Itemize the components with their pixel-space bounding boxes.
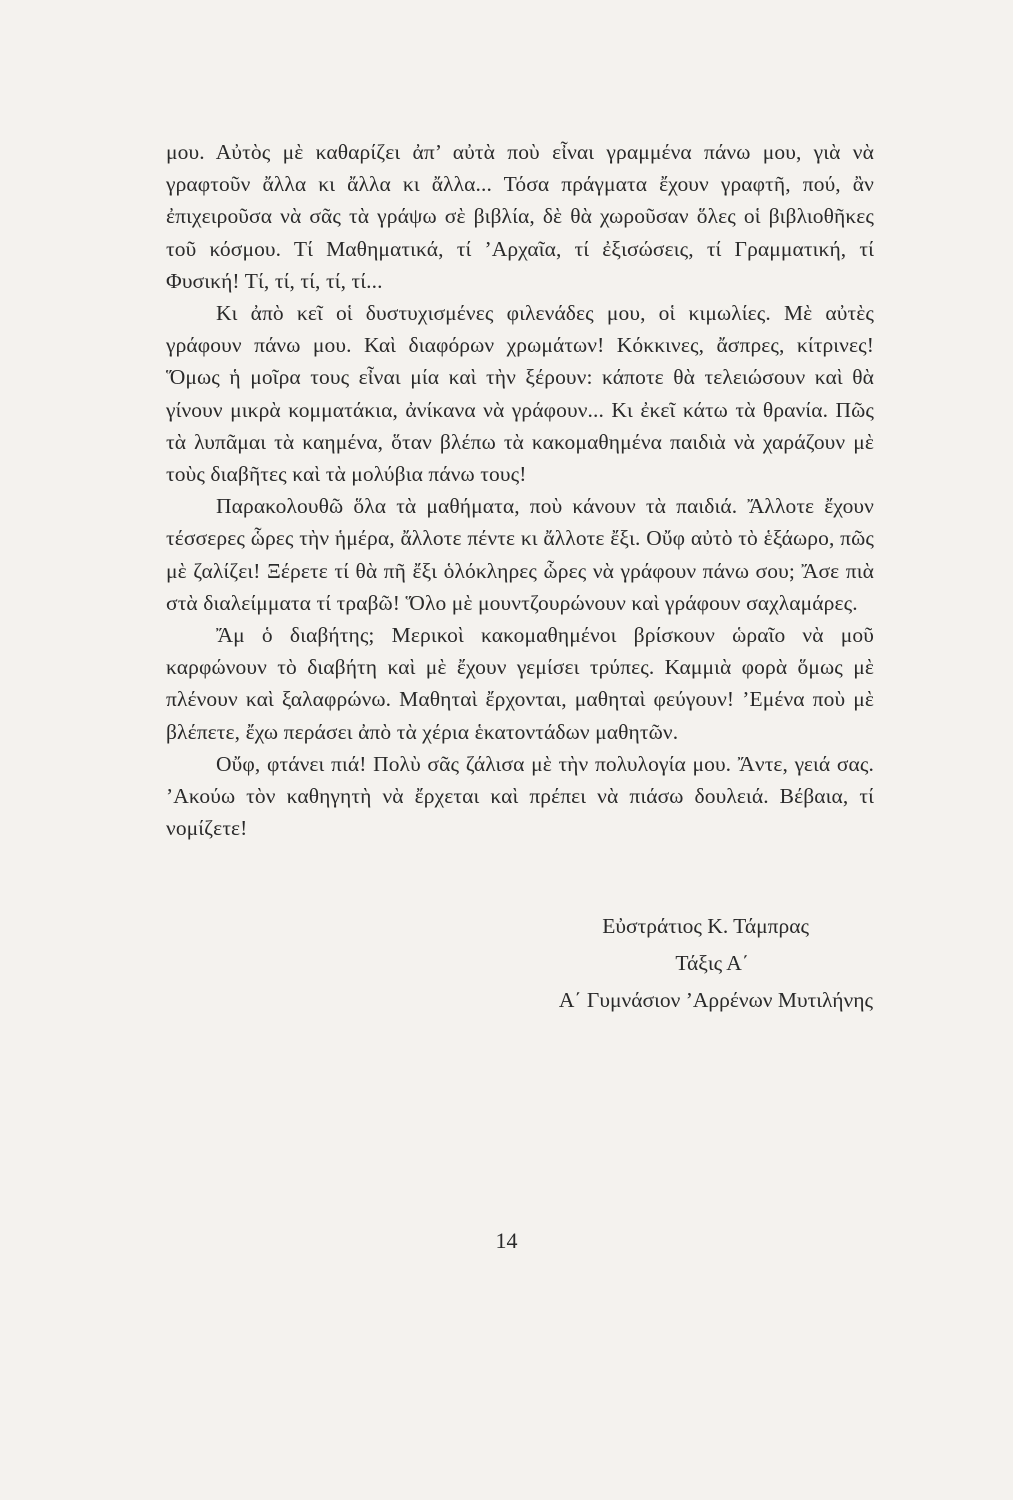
author-class: Τάξις Α΄ (675, 951, 749, 975)
author-name: Εὐστράτιος Κ. Τάμπρας (602, 914, 809, 938)
paragraph-continued: μου. Αὐτὸς μὲ καθαρίζει ἀπ’ αὐτὰ ποὺ εἶναι γραμμένα πάνω μου, γιὰ νὰ γραφτοῦν ἄλλα κι ἄλλα κι ἄλλα... Τόσα πράγματα ἔχουν γραφτῆ, πού, ἂν ἐπιχειροῦσα νὰ σᾶς τὰ γράψω σὲ βιβλία, δὲ θὰ χωροῦσαν ὅλες οἱ βιβλιοθῆκες τοῦ κόσμου. Τί Μαθηματικά, τί ’Αρχαῖα, τί ἐξισώσεις, τί Γραμματική, τί Φυσική! Τί, τί, τί, τί, τί... (166, 140, 874, 293)
paragraph-compass: Ἄμ ὁ διαβήτης; Μερικοὶ κακομαθημένοι βρίσκουν ὡραῖο νὰ μοῦ καρφώνουν τὸ διαβήτη καὶ μὲ ἔχουν γεμίσει τρύπες. Καμμιὰ φορὰ ὅμως μὲ πλένουν καὶ ξαλαφρώνω. Μαθηταὶ ἔρχονται, μαθηταὶ φεύγουν! ’Εμένα ποὺ μὲ βλέπετε, ἔχω περάσει ἀπὸ τὰ χέρια ἑκατοντάδων μαθητῶν. (166, 623, 874, 744)
paragraph-chalks: Κι ἀπὸ κεῖ οἱ δυστυχισμένες φιλενάδες μου, οἱ κιμωλίες. Μὲ αὐτὲς γράφουν πάνω μου. Καὶ διαφόρων χρωμάτων! Κόκκινες, ἄσπρες, κίτρινες! Ὅμως ἡ μοῖρα τους εἶναι μία καὶ τὴν ξέρουν: κάποτε θὰ τελειώσουν καὶ θὰ γίνουν μικρὰ κομματάκια, ἀνίκανα νὰ γράφουν... Κι ἐκεῖ κάτω τὰ θρανία. Πῶς τὰ λυπᾶμαι τὰ καημένα, ὅταν βλέπω τὰ κακομαθημένα παιδιὰ νὰ χαράζουν μὲ τοὺς διαβῆτες καὶ τὰ μολύβια πάνω τους! (166, 301, 874, 487)
paragraph-closing: Οὔφ, φτάνει πιά! Πολὺ σᾶς ζάλισα μὲ τὴν πολυλογία μου. Ἄντε, γειά σας. ’Ακούω τὸν καθηγητὴ νὰ ἔρχεται καὶ πρέπει νὰ πιάσω δουλειά. Βέβαια, τί νομίζετε! (166, 751, 874, 841)
body-text (166, 136, 874, 844)
page-number: 14 (495, 1228, 518, 1253)
signature-block (559, 908, 873, 1019)
paragraph-lessons: Παρακολουθῶ ὅλα τὰ μαθήματα, ποὺ κάνουν τὰ παιδιά. Ἄλλοτε ἔχουν τέσσερες ὧρες τὴν ἡμέρα, ἄλλοτε πέντε κι ἄλλοτε ἔξι. Οὔφ αὐτὸ τὸ ἑξάωρο, πῶς μὲ ζαλίζει! Ξέρετε τί θὰ πῆ ἔξι ὁλόκληρες ὧρες νὰ γράφουν πάνω σου; Ἄσε πιὰ στὰ διαλείμματα τί τραβῶ! Ὅλο μὲ μουντζουρώνουν καὶ γράφουν σαχλαμάρες. (166, 494, 874, 615)
author-school: Α΄ Γυμνάσιον ’Αρρένων Μυτιλήνης (558, 988, 873, 1012)
